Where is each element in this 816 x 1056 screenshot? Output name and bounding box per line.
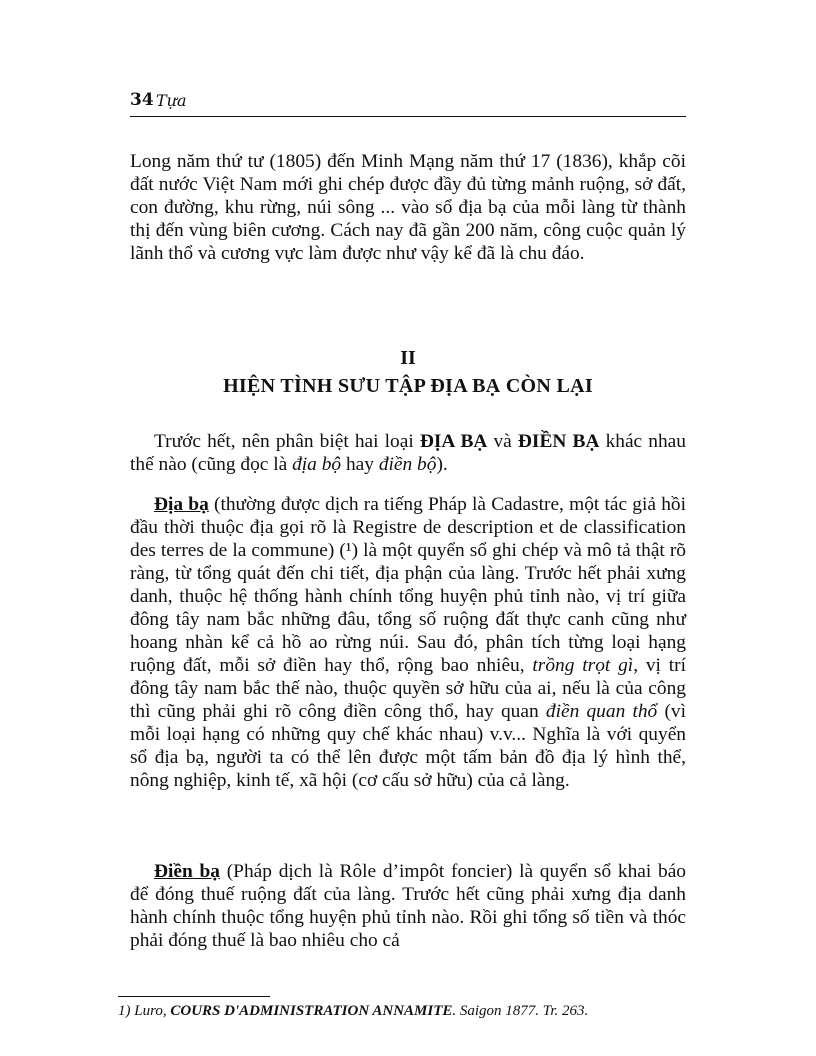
footnote-work-title: COURS D'ADMINISTRATION ANNAMITE <box>170 1003 453 1019</box>
footnote-marker: 1) Luro, <box>118 1003 171 1019</box>
page-header <box>130 90 686 117</box>
footnote <box>118 1003 688 1020</box>
dia-ba-italic-1: trồng trọt gì <box>532 655 634 676</box>
paragraph-text: Long năm thứ tư (1805) đến Minh Mạng năm thứ 17 (1836), khắp cõi đất nước Việt Nam mới ghi chép được đầy đủ từng mảnh ruộng, sở đất, con đường, khu rừng, núi sông ... vào sổ địa bạ của mỗi làng từ thành thị đến vùng biên cương. Cách nay đã gần 200 năm, công cuộc quản lý lãnh thổ và cương vực làm được như vậy kể đã là chu đáo. <box>130 151 686 264</box>
term-dien-ba-caps: ĐIỀN BẠ <box>517 431 600 452</box>
intro-text-3: khác nhau thế nào (cũng đọc là <box>130 431 686 475</box>
footnote-reference: (¹) <box>339 540 359 561</box>
intro-text-1: Trước hết, nên phân biệt hai loại <box>154 431 420 452</box>
term-dia-ba: Địa bạ <box>154 494 209 515</box>
dia-ba-text-4: (vì mỗi loại hạng có những quy chế khác nhau) v.v... Nghĩa là với quyển sổ địa bạ, người ta có thể lên được một tấm bản đồ địa lý hình thể, nông nghiệp, kinh tế, xã hội (cơ cấu sở hữu) của cả làng. <box>130 701 687 791</box>
intro-text-2: và <box>487 431 518 452</box>
intro-text-5: ). <box>436 454 448 475</box>
section-title: HIỆN TÌNH SƯU TẬP ĐỊA BẠ CÒN LẠI <box>223 375 593 397</box>
term-dien-ba: Điền bạ <box>154 861 220 882</box>
term-dia-ba-caps: ĐỊA BẠ <box>419 431 488 452</box>
dia-ba-text-2: là một quyển sổ ghi chép và mô tả thật rõ ràng, từ tổng quát đến chi tiết, địa phận của làng. Trước hết phải xưng danh, thuộc hệ thống hành chính tổng huyện phủ tỉnh nào, vị trí giữa đông tây nam bắc những đâu, tổng số ruộng đất thực canh cũng như hoang nhàn kể cả hồ ao rừng núi. Sau đó, phân tích từng loại hạng ruộng đất, mỗi sở điền hay thổ, rộng bao nhiêu, <box>130 540 687 676</box>
intro-paragraph <box>130 430 686 476</box>
alt-dien-bo: điền bộ <box>378 454 437 475</box>
section-number: II <box>400 347 416 369</box>
dia-ba-text-3: , vị trí đông tây nam bắc thế nào, thuộc quyền sở hữu của ai, nếu là của công thì cũng phải ghi rõ công điền công thổ, hay quan <box>130 655 686 722</box>
continuation-paragraph <box>130 150 686 265</box>
footnote-rest: . Saigon 1877. Tr. 263. <box>452 1003 589 1019</box>
dia-ba-paragraph <box>130 493 686 792</box>
dia-ba-italic-2: điền quan thổ <box>545 701 658 722</box>
intro-text-4: hay <box>341 454 379 475</box>
running-title: Tựa <box>156 91 187 110</box>
dien-ba-text-1: (Pháp dịch là Rôle d’impôt foncier) là quyển sổ khai báo để đóng thuế ruộng đất của làng. Trước hết cũng phải xưng địa danh hành chính thuộc tổng huyện phủ tỉnh nào. Rồi ghi tổng số tiền và thóc phải đóng thuế là bao nhiêu cho cả <box>130 861 686 951</box>
dien-ba-paragraph <box>130 860 686 952</box>
alt-dia-bo: địa bộ <box>292 454 342 475</box>
dia-ba-text-1: (thường được dịch ra tiếng Pháp là Cadastre, một tác giả hồi đầu thời thuộc địa gọi rõ là Registre de description et de classification des terres de la commune) <box>130 494 686 561</box>
footnote-divider <box>118 996 270 997</box>
page-number: 34 <box>130 90 154 110</box>
